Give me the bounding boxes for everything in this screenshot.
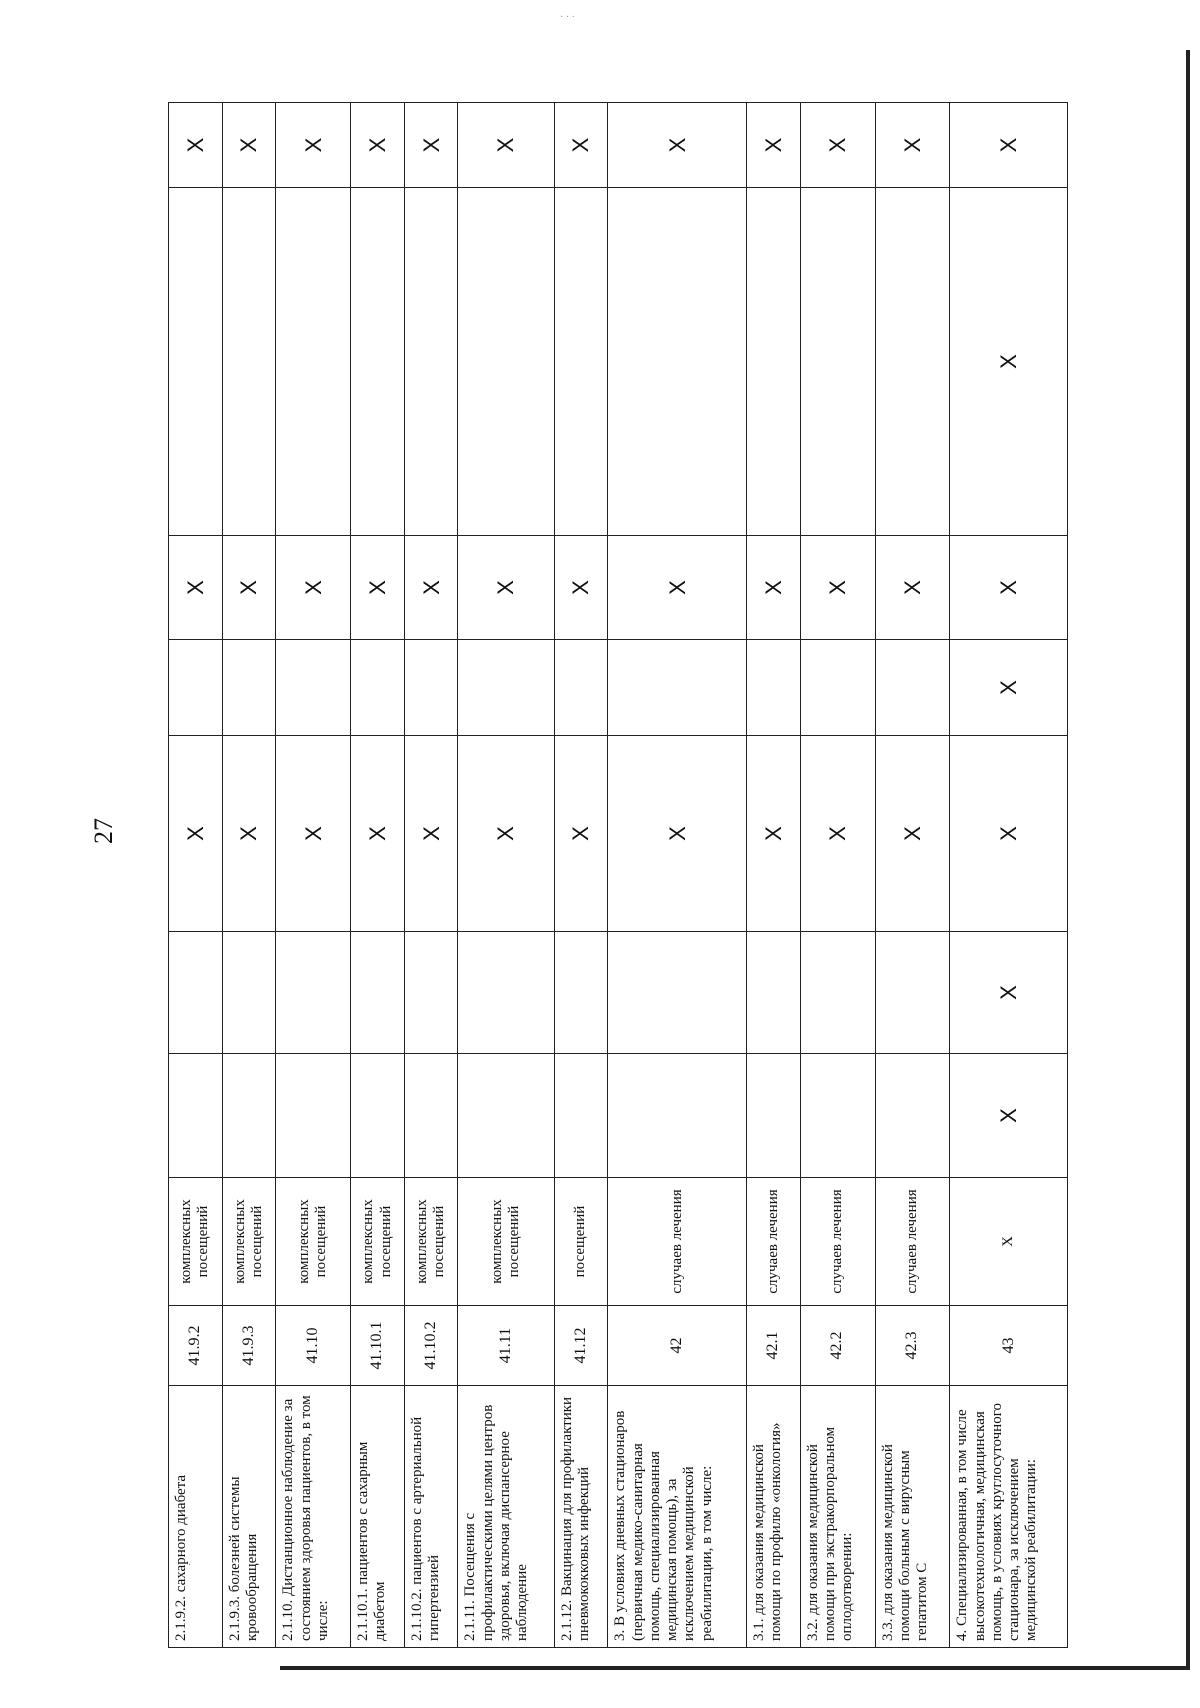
row-name-cell: 2.1.9.3. болезней системы кровообращения (222, 1386, 276, 1648)
row-unit-cell: случаев лечения (747, 1178, 801, 1306)
value-cell: X (222, 536, 276, 640)
value-cell: X (404, 103, 458, 188)
row-code-cell: 41.10.2 (404, 1306, 458, 1386)
row-unit-cell: случаев лечения (800, 1178, 875, 1306)
value-cell: X (747, 103, 801, 188)
table-row (458, 103, 554, 1648)
value-cell: X (608, 103, 747, 188)
value-cell: X (554, 103, 608, 188)
value-cell: X (351, 736, 405, 932)
value-cell: X (747, 736, 801, 932)
value-cell (351, 188, 405, 536)
value-cell: X (747, 536, 801, 640)
value-cell (351, 1054, 405, 1178)
value-cell (608, 640, 747, 736)
row-code-cell: 42 (608, 1306, 747, 1386)
value-cell (404, 188, 458, 536)
scan-artifact: · (188, 1560, 192, 1571)
value-cell (800, 188, 875, 536)
row-unit-cell: комплексных посещений (351, 1178, 405, 1306)
value-cell (222, 640, 276, 736)
value-cell (169, 640, 223, 736)
value-cell: X (950, 188, 1068, 536)
row-code-cell: 43 (950, 1306, 1068, 1386)
value-cell (747, 188, 801, 536)
value-cell (458, 640, 554, 736)
value-cell (608, 1054, 747, 1178)
value-cell: X (800, 736, 875, 932)
row-name-cell: 4. Специализированная, в том числе высокотехнологичная, медицинская помощь, в условиях круглосуточного стационара, за исключением медицинской реабилитации: (950, 1386, 1068, 1648)
row-code-cell: 42.3 (875, 1306, 950, 1386)
value-cell: X (276, 103, 351, 188)
row-code-cell: 41.9.2 (169, 1306, 223, 1386)
value-cell (875, 640, 950, 736)
value-cell (276, 932, 351, 1054)
value-cell: X (875, 103, 950, 188)
value-cell (747, 640, 801, 736)
row-code-cell: 41.10.1 (351, 1306, 405, 1386)
value-cell: X (169, 536, 223, 640)
row-name-cell: 2.1.11. Посещения с профилактическими целями центров здоровья, включая диспансерное наблюдение (458, 1386, 554, 1648)
value-cell: X (800, 103, 875, 188)
value-cell (351, 932, 405, 1054)
value-cell (608, 188, 747, 536)
value-cell (800, 640, 875, 736)
value-cell: X (276, 736, 351, 932)
value-cell: X (222, 736, 276, 932)
value-cell (458, 188, 554, 536)
value-cell: X (404, 536, 458, 640)
row-code-cell: 41.12 (554, 1306, 608, 1386)
value-cell (875, 1054, 950, 1178)
value-cell: X (458, 736, 554, 932)
value-cell: X (276, 536, 351, 640)
value-cell: X (950, 1054, 1068, 1178)
row-unit-cell: X (950, 1178, 1068, 1306)
value-cell (169, 1054, 223, 1178)
value-cell: X (458, 103, 554, 188)
table-row (276, 103, 351, 1648)
table-row (351, 103, 405, 1648)
value-cell: X (608, 536, 747, 640)
value-cell (608, 932, 747, 1054)
value-cell: X (800, 536, 875, 640)
value-cell (554, 640, 608, 736)
value-cell (169, 188, 223, 536)
scan-artifact: · · · (560, 12, 575, 23)
value-cell (404, 1054, 458, 1178)
table-row (608, 103, 747, 1648)
row-unit-cell: комплексных посещений (276, 1178, 351, 1306)
value-cell: X (950, 932, 1068, 1054)
scan-edge-bottom (280, 1666, 1190, 1670)
rotated-table (168, 102, 1068, 1648)
value-cell: X (608, 736, 747, 932)
value-cell: X (222, 103, 276, 188)
row-code-cell: 41.11 (458, 1306, 554, 1386)
row-name-cell: 2.1.10.1. пациентов с сахарным диабетом (351, 1386, 405, 1648)
value-cell (800, 932, 875, 1054)
value-cell (222, 188, 276, 536)
table-row (747, 103, 801, 1648)
row-name-cell: 2.1.10.2. пациентов с артериальной гипертензией (404, 1386, 458, 1648)
row-name-cell: 3.3. для оказания медицинской помощи больным с вирусным гепатитом С (875, 1386, 950, 1648)
value-cell: X (554, 536, 608, 640)
value-cell: X (950, 640, 1068, 736)
table-row (875, 103, 950, 1648)
value-cell: X (950, 103, 1068, 188)
value-cell (404, 932, 458, 1054)
row-unit-cell: посещений (554, 1178, 608, 1306)
row-unit-cell: случаев лечения (608, 1178, 747, 1306)
value-cell (276, 640, 351, 736)
value-cell: X (351, 536, 405, 640)
value-cell: X (404, 736, 458, 932)
table-row (950, 103, 1068, 1648)
value-cell (276, 188, 351, 536)
value-cell (554, 1054, 608, 1178)
table-row (169, 103, 223, 1648)
table-row (800, 103, 875, 1648)
value-cell: X (875, 736, 950, 932)
value-cell (222, 1054, 276, 1178)
row-name-cell: 3.1. для оказания медицинской помощи по профилю «онкология» (747, 1386, 801, 1648)
value-cell: X (950, 736, 1068, 932)
row-unit-cell: комплексных посещений (404, 1178, 458, 1306)
row-unit-cell: комплексных посещений (169, 1178, 223, 1306)
row-code-cell: 41.10 (276, 1306, 351, 1386)
row-code-cell: 42.2 (800, 1306, 875, 1386)
value-cell: X (554, 736, 608, 932)
row-code-cell: 41.9.3 (222, 1306, 276, 1386)
row-name-cell: 2.1.12. Вакцинация для профилактики пневмококковых инфекций (554, 1386, 608, 1648)
value-cell (276, 1054, 351, 1178)
value-cell (747, 1054, 801, 1178)
row-name-cell: 3. В условиях дневных стационаров (первичная медико-санитарная помощь, специализированная медицинская помощь), за исключением медицинской реабилитации, в том числе: (608, 1386, 747, 1648)
row-unit-cell: комплексных посещений (458, 1178, 554, 1306)
value-cell (875, 188, 950, 536)
value-cell: X (169, 103, 223, 188)
value-cell (169, 932, 223, 1054)
table-row (222, 103, 276, 1648)
value-cell (458, 932, 554, 1054)
data-table (168, 102, 1068, 1648)
value-cell (458, 1054, 554, 1178)
value-cell: X (351, 103, 405, 188)
row-name-cell: 2.1.9.2. сахарного диабета (169, 1386, 223, 1648)
page-number: 27 (89, 818, 118, 844)
table-row (404, 103, 458, 1648)
row-unit-cell: случаев лечения (875, 1178, 950, 1306)
value-cell (875, 932, 950, 1054)
table-row (554, 103, 608, 1648)
scan-edge-right (1186, 50, 1190, 1670)
value-cell (554, 188, 608, 536)
row-code-cell: 42.1 (747, 1306, 801, 1386)
value-cell: X (458, 536, 554, 640)
row-name-cell: 3.2. для оказания медицинской помощи при экстракорпоральном оплодотворении: (800, 1386, 875, 1648)
table-container (168, 102, 1068, 1648)
value-cell: X (875, 536, 950, 640)
value-cell: X (950, 536, 1068, 640)
value-cell (800, 1054, 875, 1178)
row-name-cell: 2.1.10. Дистанционное наблюдение за состоянием здоровья пациентов, в том числе: (276, 1386, 351, 1648)
row-unit-cell: комплексных посещений (222, 1178, 276, 1306)
value-cell (222, 932, 276, 1054)
value-cell (554, 932, 608, 1054)
value-cell (747, 932, 801, 1054)
value-cell: X (169, 736, 223, 932)
value-cell (404, 640, 458, 736)
value-cell (351, 640, 405, 736)
